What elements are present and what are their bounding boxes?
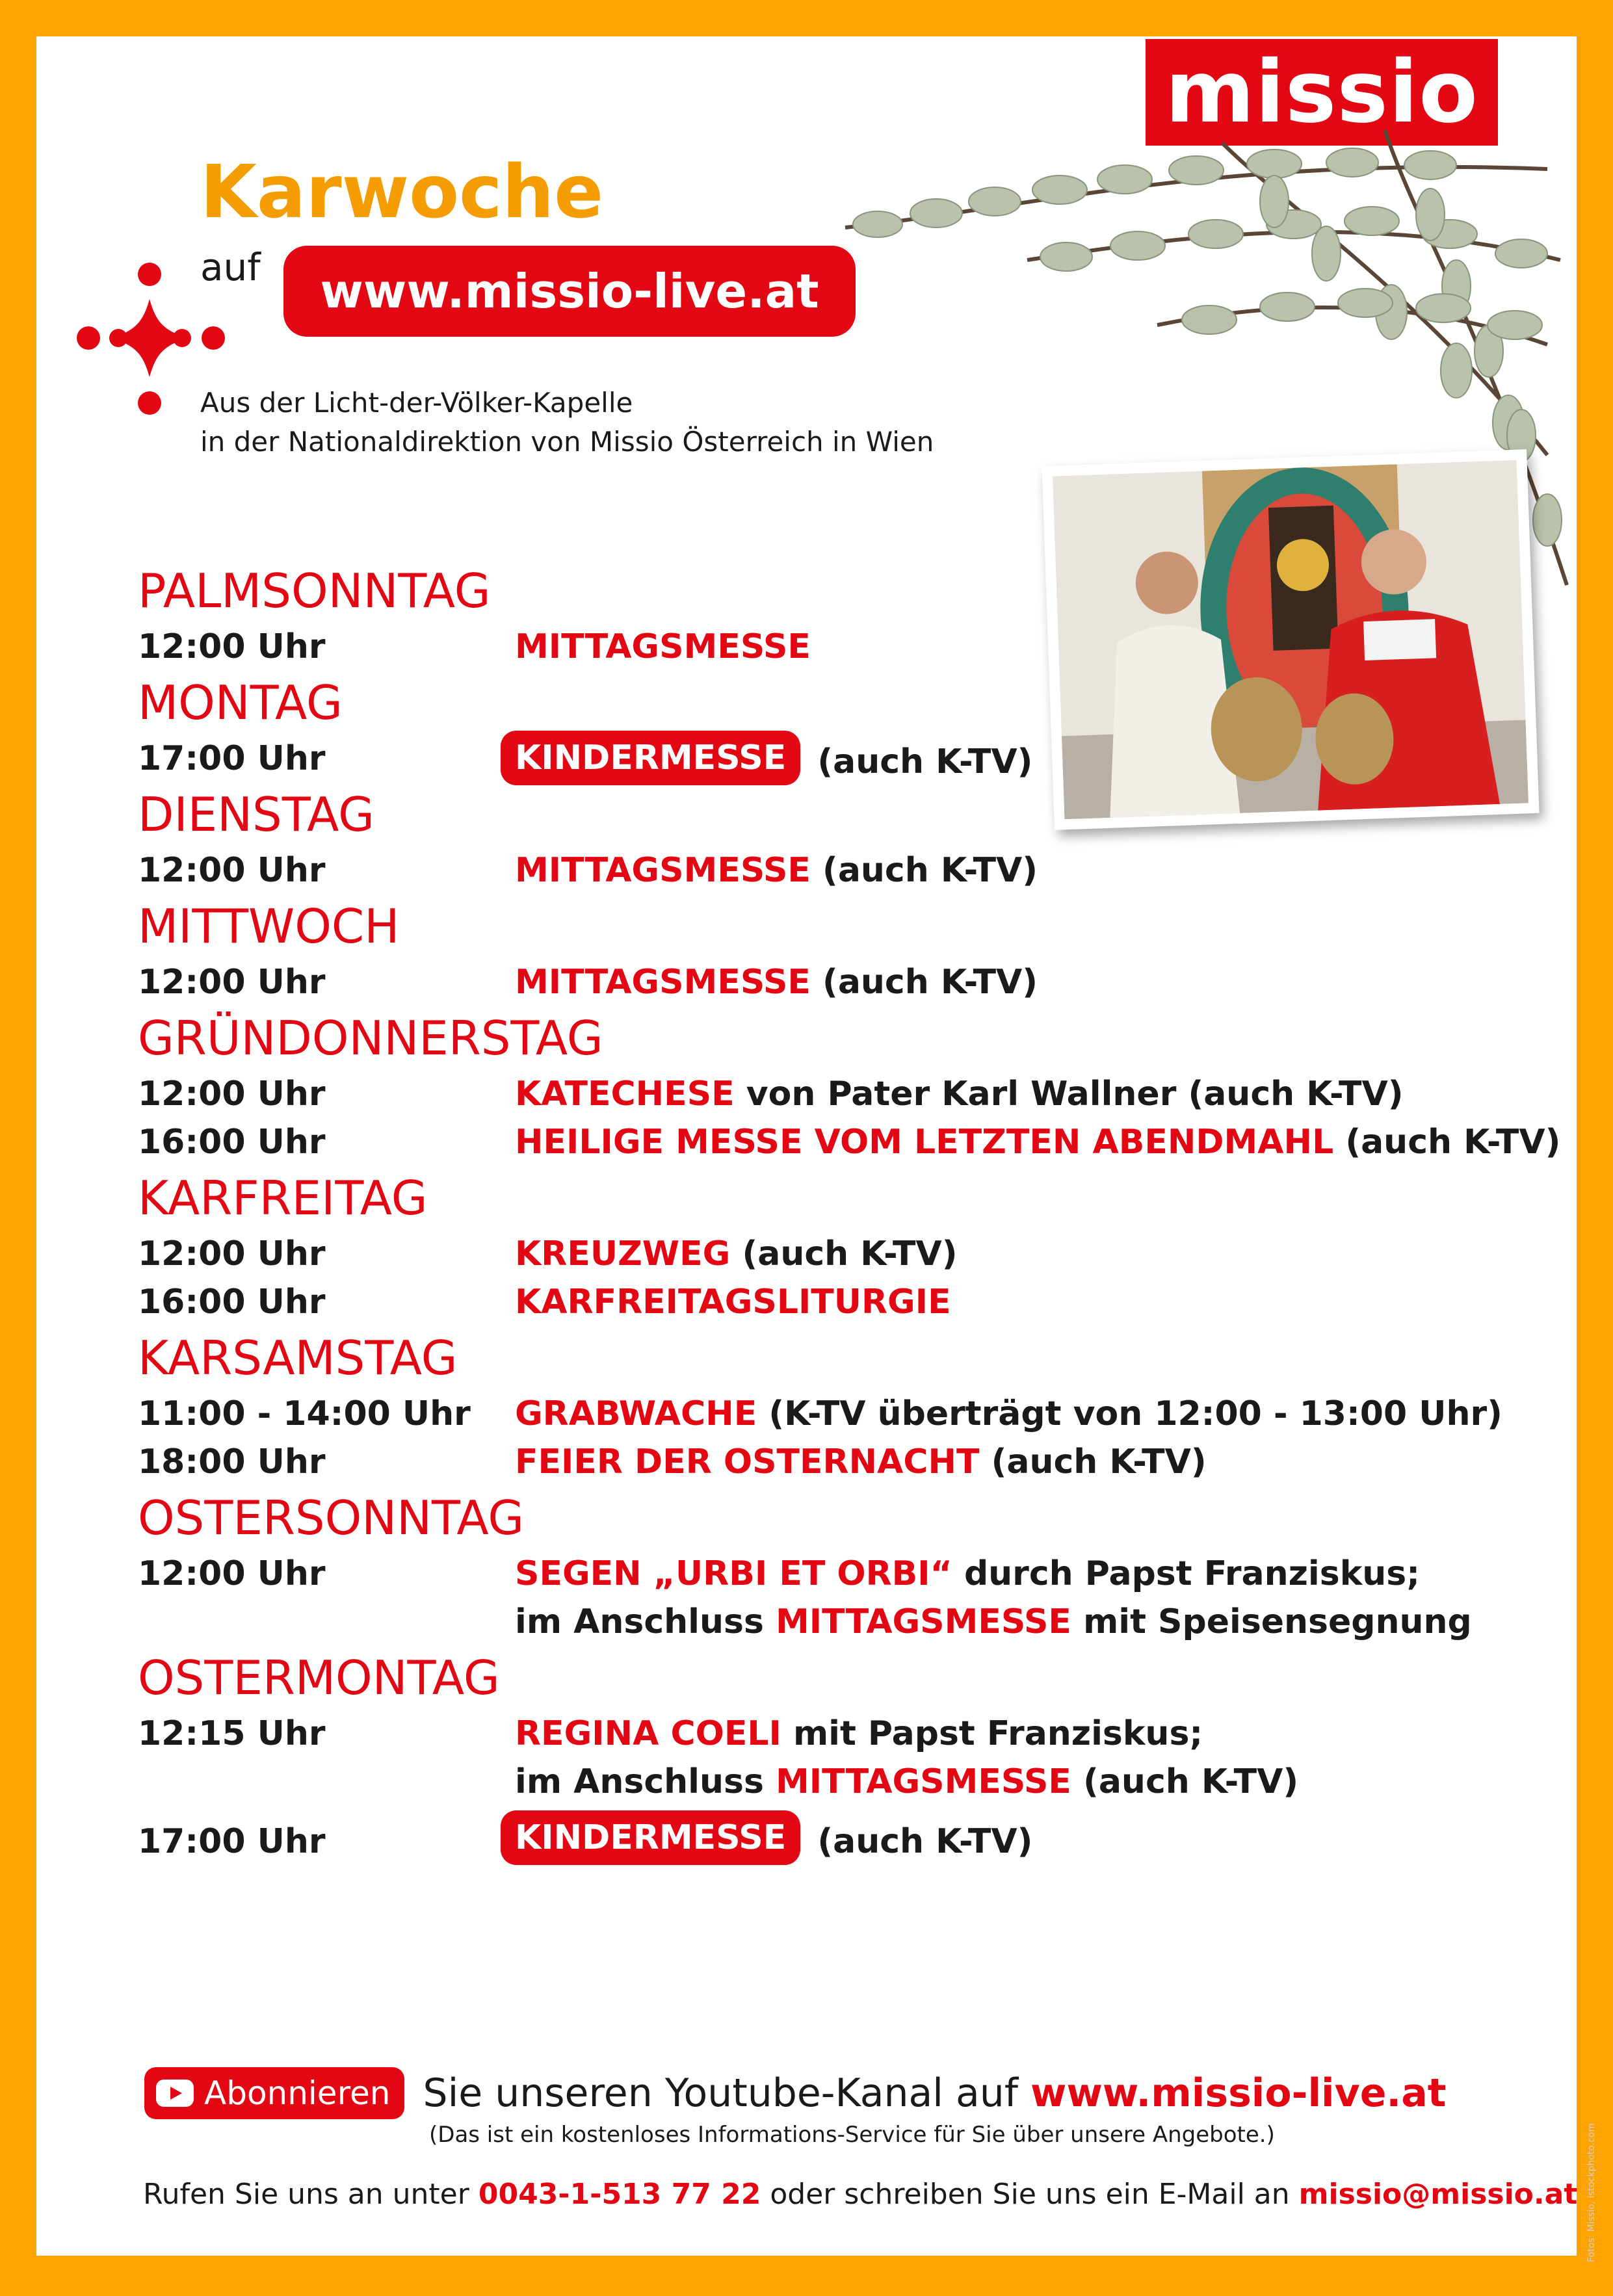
event-title: MITTAGSMESSE xyxy=(776,1762,1071,1801)
event-suffix: (auch K-TV) xyxy=(742,1234,958,1273)
event-description xyxy=(515,735,1032,789)
event-time: 11:00 - 14:00 Uhr xyxy=(138,1394,471,1433)
event-title: MITTAGSMESSE xyxy=(776,1602,1071,1641)
event-description xyxy=(515,846,1038,894)
event-suffix: (auch K-TV) xyxy=(822,963,1038,1002)
event-time: 12:00 Uhr xyxy=(138,1234,326,1273)
event-title: GRABWACHE xyxy=(515,1394,757,1433)
event-description xyxy=(515,1758,1298,1806)
event-description xyxy=(515,1438,1207,1486)
event-suffix: (auch K-TV) xyxy=(822,851,1038,890)
schedule-row xyxy=(138,958,1568,1006)
event-suffix: mit Papst Franziskus; xyxy=(793,1714,1203,1753)
event-description xyxy=(515,1550,1420,1598)
event-time: 16:00 Uhr xyxy=(138,1283,326,1322)
event-time: 17:00 Uhr xyxy=(138,739,326,778)
event-suffix: (auch K-TV) xyxy=(1345,1123,1561,1162)
event-suffix: (auch K-TV) xyxy=(817,742,1033,781)
event-description xyxy=(515,1710,1203,1758)
schedule-row xyxy=(138,1278,1568,1326)
subtitle-line-2: in der Nationaldirektion von Missio Österreich in Wien xyxy=(200,426,934,458)
website-url-badge[interactable]: www.missio-live.at xyxy=(283,246,856,337)
event-title: KARFREITAGSLITURGIE xyxy=(515,1283,951,1322)
day-heading-gruendonnerstag: GRÜNDONNERSTAG xyxy=(138,1011,603,1065)
event-description xyxy=(515,623,811,671)
event-description xyxy=(515,1118,1560,1166)
schedule-row xyxy=(138,1438,1568,1486)
contact-line xyxy=(143,2178,1577,2211)
event-description xyxy=(515,1278,951,1326)
day-heading-montag: MONTAG xyxy=(138,675,343,730)
event-suffix: (auch K-TV) xyxy=(991,1442,1207,1481)
photo-credit: Fotos: Missio, istockphoto.com xyxy=(1586,2122,1597,2262)
event-title-badge: KINDERMESSE xyxy=(501,1810,800,1865)
event-description xyxy=(515,958,1038,1006)
event-title: SEGEN „URBI ET ORBI“ xyxy=(515,1554,952,1593)
schedule-row xyxy=(138,1070,1568,1118)
schedule-row xyxy=(138,1710,1568,1758)
day-heading-karfreitag: KARFREITAG xyxy=(138,1171,428,1225)
event-title: MITTAGSMESSE xyxy=(515,963,811,1002)
schedule-row xyxy=(138,623,1568,671)
event-time: 12:00 Uhr xyxy=(138,1554,326,1593)
event-title-badge: KINDERMESSE xyxy=(501,731,800,785)
event-suffix: (auch K-TV) xyxy=(817,1822,1033,1861)
schedule-row-continuation xyxy=(138,1758,1568,1806)
event-suffix: (auch K-TV) xyxy=(1083,1762,1299,1801)
schedule-row xyxy=(138,1811,1568,1872)
subscribe-button[interactable] xyxy=(144,2067,404,2119)
event-description xyxy=(515,1598,1472,1646)
day-heading-mittwoch: MITTWOCH xyxy=(138,899,400,954)
event-title: HEILIGE MESSE VOM LETZTEN ABENDMAHL xyxy=(515,1123,1334,1162)
phone-number-link[interactable]: 0043-1-513 77 22 xyxy=(478,2178,761,2211)
youtube-channel-text: Sie unseren Youtube-Kanal auf xyxy=(423,2070,1018,2116)
event-time: 12:00 Uhr xyxy=(138,963,326,1002)
service-note: (Das ist ein kostenloses Informations-Service für Sie über unsere Angebote.) xyxy=(429,2122,1275,2148)
event-title: FEIER DER OSTERNACHT xyxy=(515,1442,980,1481)
subtitle xyxy=(200,384,934,462)
event-title: MITTAGSMESSE xyxy=(515,627,811,666)
youtube-subscribe-line xyxy=(144,2067,1446,2119)
event-suffix: (K-TV überträgt von 12:00 - 13:00 Uhr) xyxy=(768,1394,1502,1433)
event-description xyxy=(515,1070,1403,1118)
auf-label: auf xyxy=(200,245,261,289)
schedule-row-continuation xyxy=(138,1598,1568,1646)
event-suffix: durch Papst Franziskus; xyxy=(964,1554,1421,1593)
event-title: KREUZWEG xyxy=(515,1234,731,1273)
contact-middle: oder schreiben Sie uns ein E-Mail an xyxy=(770,2178,1290,2211)
schedule-row xyxy=(138,735,1568,783)
youtube-url-link[interactable]: www.missio-live.at xyxy=(1030,2070,1447,2116)
contact-prefix: Rufen Sie uns an unter xyxy=(143,2178,469,2211)
day-heading-ostermontag: OSTERMONTAG xyxy=(138,1650,500,1705)
event-prefix: im Anschluss xyxy=(515,1762,764,1801)
schedule-row xyxy=(138,846,1568,894)
event-prefix: im Anschluss xyxy=(515,1602,764,1641)
missio-logo: missio xyxy=(1146,39,1498,146)
event-description xyxy=(515,1390,1502,1438)
email-link[interactable]: missio@missio.at xyxy=(1298,2178,1578,2211)
event-description xyxy=(515,1811,1032,1872)
schedule xyxy=(138,559,1568,1872)
event-time: 12:00 Uhr xyxy=(138,1075,326,1114)
event-time: 12:15 Uhr xyxy=(138,1714,326,1753)
event-title: REGINA COELI xyxy=(515,1714,781,1753)
event-time: 17:00 Uhr xyxy=(138,1822,326,1861)
schedule-row xyxy=(138,1390,1568,1438)
day-heading-palmsonntag: PALMSONNTAG xyxy=(138,564,491,618)
youtube-text xyxy=(423,2070,1446,2116)
event-suffix: von Pater Karl Wallner (auch K-TV) xyxy=(746,1075,1404,1114)
event-time: 12:00 Uhr xyxy=(138,627,326,666)
day-heading-karsamstag: KARSAMSTAG xyxy=(138,1331,458,1385)
schedule-row xyxy=(138,1550,1568,1598)
event-title: MITTAGSMESSE xyxy=(515,851,811,890)
subscribe-label: Abonnieren xyxy=(204,2074,391,2112)
event-title: KATECHESE xyxy=(515,1075,735,1114)
event-suffix: mit Speisensegnung xyxy=(1083,1602,1472,1641)
subtitle-line-1: Aus der Licht-der-Völker-Kapelle xyxy=(200,387,633,419)
event-description xyxy=(515,1230,958,1278)
schedule-row xyxy=(138,1230,1568,1278)
event-time: 16:00 Uhr xyxy=(138,1123,326,1162)
event-time: 12:00 Uhr xyxy=(138,851,326,890)
schedule-row xyxy=(138,1118,1568,1166)
event-time: 18:00 Uhr xyxy=(138,1442,326,1481)
day-heading-ostersonntag: OSTERSONNTAG xyxy=(138,1491,525,1545)
day-heading-dienstag: DIENSTAG xyxy=(138,787,374,842)
youtube-play-icon xyxy=(156,2080,194,2107)
page-title: Karwoche xyxy=(200,150,604,235)
